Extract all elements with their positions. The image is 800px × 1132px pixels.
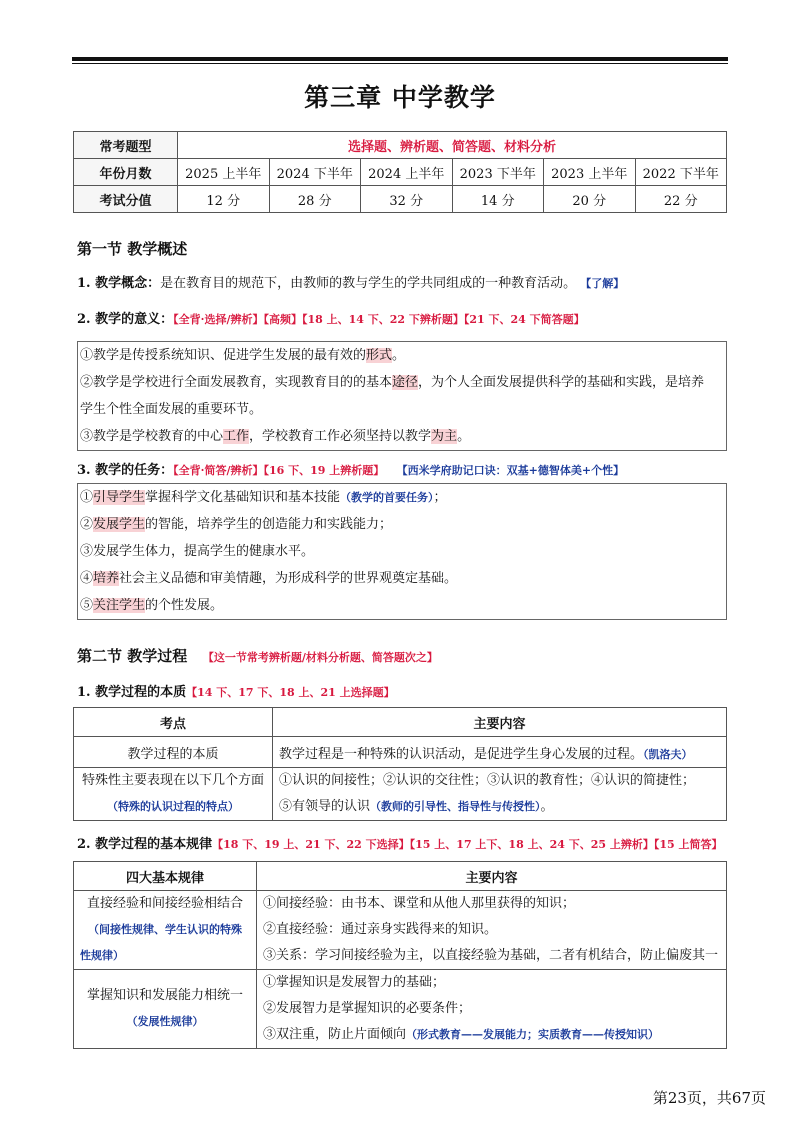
cell: 特殊性主要表现在以下几个方面 （特殊的认识过程的特点） xyxy=(74,768,273,821)
cell: 教学过程的本质 xyxy=(74,737,273,768)
box-line: ③发展学生体力，提高学生的健康水平。 xyxy=(80,544,315,559)
table-row xyxy=(74,891,727,970)
cell: ①掌握知识是发展智力的基础； ②发展智力是掌握知识的必要条件； ③双注重，防止片面倾向（形式教育——发展能力；实质教育——传授知识） xyxy=(257,970,727,1049)
year-cell: 2024 下半年 xyxy=(269,159,361,186)
box-line: 学生个性全面发展的重要环节。 xyxy=(80,402,263,417)
score-cell: 12 分 xyxy=(178,186,270,213)
cell: 掌握知识和发展能力相统一 （发展性规律） xyxy=(74,970,257,1049)
col-header: 四大基本规律 xyxy=(74,862,257,891)
table-row xyxy=(74,737,727,768)
score-cell: 32 分 xyxy=(361,186,453,213)
table-row xyxy=(74,186,727,213)
highlight: 为主 xyxy=(431,429,458,444)
highlight: 途径 xyxy=(392,375,419,390)
box-line: ②教学是学校进行全面发展教育，实现教育目的的基本途径，为个人全面发展提供科学的基础和实践，是培养 xyxy=(80,375,705,390)
table-row xyxy=(74,132,727,159)
year-cell: 2023 上半年 xyxy=(544,159,636,186)
highlight: 形式 xyxy=(366,348,393,363)
item-label: 1. 教学过程的本质 xyxy=(77,685,187,700)
section1-heading: 第一节 教学概述 xyxy=(77,240,188,258)
item-process-laws xyxy=(77,833,722,852)
score-cell: 14 分 xyxy=(452,186,544,213)
highlight: 工作 xyxy=(223,429,250,444)
item-tag: 【了解】 xyxy=(580,277,625,290)
cell: ①间接经验：由书本、课堂和从他人那里获得的知识； ②直接经验：通过亲身实践得来的知识。 ③关系：学习间接经验为主，以直接经验为基础，二者有机结合，防止偏废其一 xyxy=(257,891,727,970)
year-cell: 2025 上半年 xyxy=(178,159,270,186)
item-label: 1. 教学概念： xyxy=(77,276,161,291)
header-rule-thin xyxy=(72,63,728,64)
tasks-box xyxy=(77,483,727,620)
col-header: 考点 xyxy=(74,708,273,737)
item-tags: 【18 下、19 上、21 下、22 下选择】【15 上、17 上下、18 上、24 下、25 上辨析】【15 上简答】 xyxy=(212,838,723,851)
year-cell: 2022 下半年 xyxy=(635,159,727,186)
score-cell: 20 分 xyxy=(544,186,636,213)
item-process-nature xyxy=(77,681,395,700)
table-row xyxy=(74,970,727,1049)
page-number: 第23页，共67页 xyxy=(652,1089,766,1107)
table-row xyxy=(74,159,727,186)
box-line: ⑤关注学生的个性发展。 xyxy=(80,598,224,613)
table-row xyxy=(74,768,727,821)
col-header: 主要内容 xyxy=(257,862,727,891)
year-cell: 2023 下半年 xyxy=(452,159,544,186)
process-laws-table xyxy=(73,861,727,1049)
item-teaching-tasks xyxy=(77,459,624,478)
header-rule-thick xyxy=(72,57,728,61)
item-tags: 【14 下、17 下、18 上、21 上选择题】 xyxy=(186,686,395,699)
section2-heading: 第二节 教学过程 【这一节常考辨析题/材料分析题、简答题次之】 xyxy=(77,647,438,665)
table-row xyxy=(74,708,727,737)
box-line: ①引导学生掌握科学文化基础知识和基本技能（教学的首要任务）； xyxy=(80,490,447,505)
score-cell: 22 分 xyxy=(635,186,727,213)
item-label: 2. 教学的意义： xyxy=(77,312,174,327)
exam-summary-table xyxy=(73,131,727,213)
highlight: 培养 xyxy=(93,571,120,586)
cell: ①认识的间接性；②认识的交往性；③认识的教育性；④认识的简捷性； ⑤有领导的认识（教师的引导性、指导性与传授性）。 xyxy=(273,768,727,821)
types-value: 选择题、辨析题、简答题、材料分析 xyxy=(178,132,727,159)
item-teaching-significance xyxy=(77,308,585,327)
chapter-title: 第三章 中学教学 xyxy=(304,83,496,112)
col-header: 主要内容 xyxy=(273,708,727,737)
item-text: 是在教育目的规范下，由教师的教与学生的学共同组成的一种教育活动。 xyxy=(160,276,577,291)
year-cell: 2024 上半年 xyxy=(361,159,453,186)
score-cell: 28 分 xyxy=(269,186,361,213)
table-row xyxy=(74,862,727,891)
significance-box xyxy=(77,341,727,451)
highlight: 关注学生 xyxy=(93,598,146,613)
box-line: ①教学是传授系统知识、促进学生发展的最有效的形式。 xyxy=(80,348,406,363)
item-tags: 【全背·简答/辨析】【16 下、19 上辨析题】 xyxy=(173,464,385,477)
cell: 直接经验和间接经验相结合 （间接性规律、学生认识的特殊 性规律） xyxy=(74,891,257,970)
box-line: ④培养社会主义品德和审美情趣，为形成科学的世界观奠定基础。 xyxy=(80,571,458,586)
mnemonic: 【西米学府助记口诀：双基+德智体美+个性】 xyxy=(396,464,625,477)
item-teaching-concept xyxy=(77,272,624,291)
item-label: 3. 教学的任务： xyxy=(77,463,174,478)
label-years: 年份月数 xyxy=(74,159,178,186)
box-line: ③教学是学校教育的中心工作，学校教育工作必须坚持以教学为主。 xyxy=(80,429,471,444)
label-types: 常考题型 xyxy=(74,132,178,159)
highlight: 发展学生 xyxy=(93,517,146,532)
cell: 教学过程是一种特殊的认识活动，是促进学生身心发展的过程。（凯洛夫） xyxy=(273,737,727,768)
section2-tag: 【这一节常考辨析题/材料分析题、简答题次之】 xyxy=(202,651,438,664)
highlight: 引导学生 xyxy=(93,490,146,505)
label-scores: 考试分值 xyxy=(74,186,178,213)
process-nature-table xyxy=(73,707,727,821)
box-line: ②发展学生的智能，培养学生的创造能力和实践能力； xyxy=(80,517,393,532)
item-tags: 【全背·选择/辨析】【高频】【18 上、14 下、22 下辨析题】【21 下、24 下简答题】 xyxy=(173,313,585,326)
item-label: 2. 教学过程的基本规律 xyxy=(77,837,213,852)
